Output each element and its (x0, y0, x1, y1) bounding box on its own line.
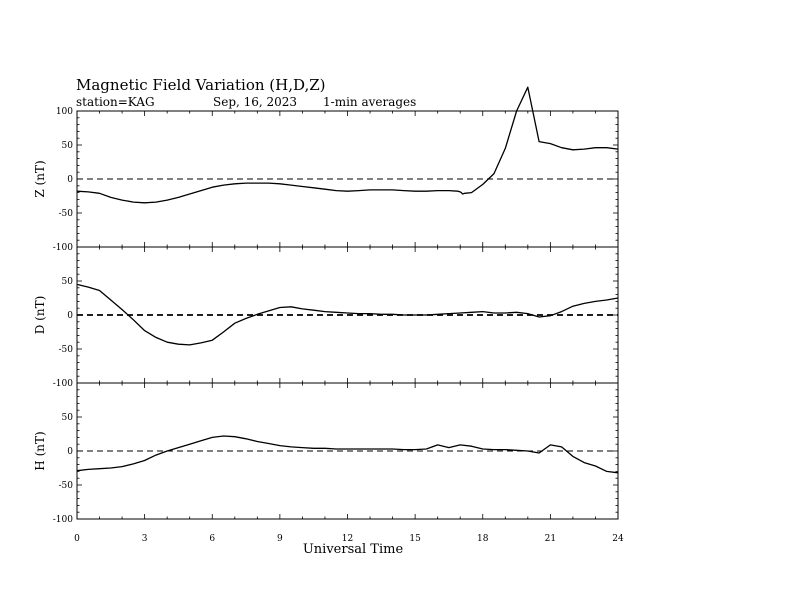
d-y-tick-label: 50 (61, 277, 73, 287)
d-component-panel (33, 247, 618, 389)
z-component-panel (33, 87, 618, 253)
h-y-tick-label: -50 (58, 481, 73, 491)
z-y-tick-label: 100 (55, 107, 73, 117)
z-y-tick-label: -50 (58, 209, 73, 219)
x-tick-label: 6 (209, 534, 216, 544)
x-tick-label: 12 (341, 534, 354, 544)
chart-title: Magnetic Field Variation (H,D,Z) (76, 76, 326, 94)
x-tick-label: 18 (477, 534, 489, 544)
x-tick-label: 9 (277, 534, 283, 544)
d-y-tick-label: 0 (67, 311, 73, 321)
station-label: station=KAG (76, 95, 155, 109)
z-y-tick-label: -100 (52, 243, 73, 253)
d-y-tick-label: -100 (52, 379, 73, 389)
h-component-panel (33, 383, 618, 525)
h-y-tick-label: -100 (52, 515, 73, 525)
z-y-axis-label: Z (nT) (33, 160, 47, 198)
x-axis-label: Universal Time (302, 542, 404, 557)
x-tick-label: 15 (409, 534, 421, 544)
x-tick-label: 0 (74, 534, 80, 544)
x-tick-label: 21 (544, 534, 557, 544)
d-y-tick-label: -50 (58, 345, 73, 355)
h-y-axis-label: H (nT) (33, 431, 47, 471)
z-y-tick-label: 50 (61, 141, 73, 151)
z-y-tick-label: 0 (67, 175, 73, 185)
averaging-label: 1-min averages (323, 95, 417, 109)
x-tick-label: 24 (612, 534, 624, 544)
d-y-axis-label: D (nT) (33, 295, 47, 335)
h-y-tick-label: 50 (61, 413, 73, 423)
h-y-tick-label: 0 (67, 447, 73, 457)
date-label: Sep, 16, 2023 (213, 95, 298, 109)
h-data-line (77, 436, 618, 473)
x-tick-label: 3 (141, 534, 148, 544)
